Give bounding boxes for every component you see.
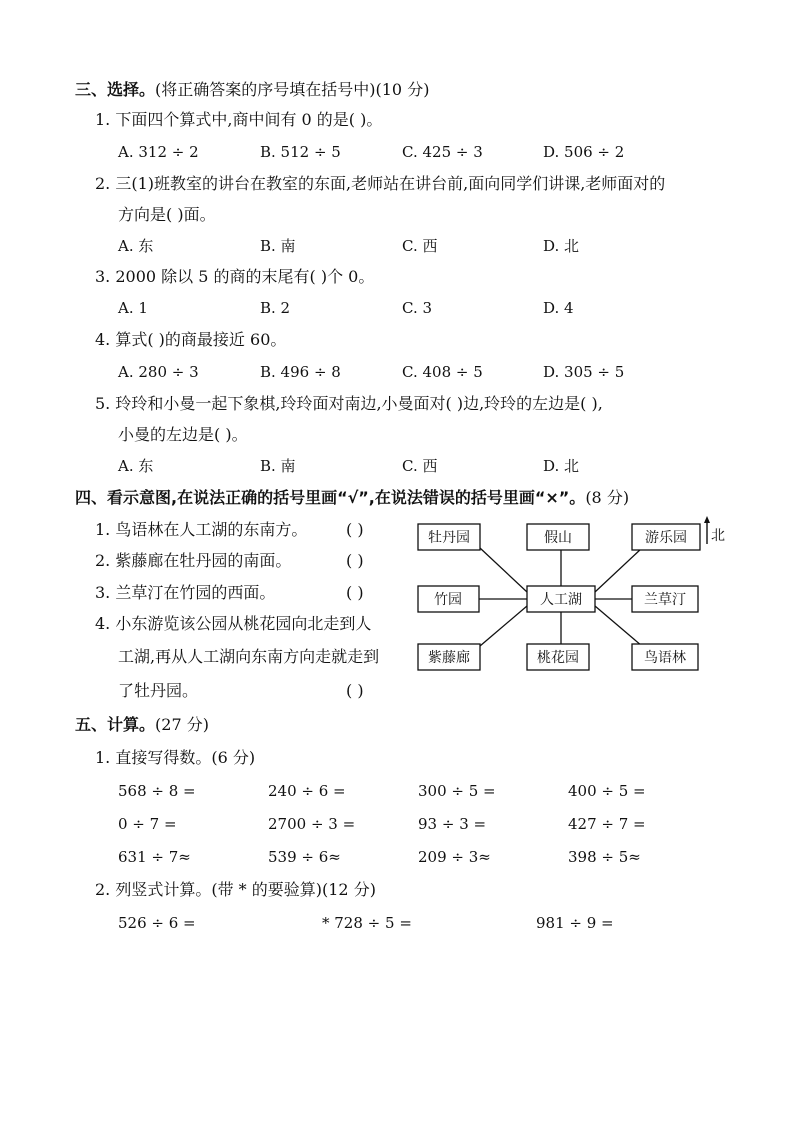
q3-2-option-b: B. 南 [260,237,296,255]
map-label-left: 竹园 [434,592,462,608]
map-label-center: 人工湖 [540,592,582,608]
section5-title-text: 五、计算。 [75,715,156,734]
calc-r1-c3: 300 ÷ 5 = [418,782,496,800]
s4-item-3: 3. 兰草汀在竹园的西面。 [95,583,276,602]
calc-r3-c3: 209 ÷ 3≈ [418,848,491,866]
q3-5-option-a: A. 东 [118,457,154,475]
section3-note: (将正确答案的序号填在括号中)(10 分) [155,80,430,99]
section4-title [75,488,629,508]
q3-4-option-a: A. 280 ÷ 3 [118,363,199,381]
q3-5-text-line2: 小曼的左边是( )。 [118,425,248,444]
calc-r3-c1: 631 ÷ 7≈ [118,848,191,866]
map-label-bottom-left: 紫藤廊 [428,650,470,666]
calc-r2-c1: 0 ÷ 7 = [118,815,177,833]
q3-5-option-c: C. 西 [402,457,438,475]
s4-item-1: 1. 鸟语林在人工湖的东南方。 [95,520,308,539]
s4-item-4-line1: 4. 小东游览该公园从桃花园向北走到人 [95,614,372,633]
q3-4-option-c: C. 408 ÷ 5 [402,363,483,381]
q3-3-option-b: B. 2 [260,299,291,317]
s5-part1-title: 1. 直接写得数。(6 分) [95,748,256,767]
section3-title-text: 三、选择。 [75,80,156,99]
q3-1-option-c: C. 425 ÷ 3 [402,143,483,161]
s4-item-4-line3: 了牡丹园。 [118,681,199,700]
q3-4-text: 4. 算式( )的商最接近 60。 [95,330,287,349]
calc-r1-c2: 240 ÷ 6 = [268,782,346,800]
q3-3-option-d: D. 4 [543,299,574,317]
section5-note: (27 分) [155,715,209,734]
q3-2-option-a: A. 东 [118,237,154,255]
q3-1-option-d: D. 506 ÷ 2 [543,143,625,161]
q3-2-option-d: D. 北 [543,237,580,255]
vertical-calc-1: 526 ÷ 6 = [118,914,196,932]
north-label: 北 [711,528,725,544]
s4-answer-paren-1[interactable]: ( ) [346,520,364,539]
q3-3-option-a: A. 1 [118,299,148,317]
map-label-top: 假山 [544,530,572,546]
map-line-southwest [480,606,527,646]
section4-note: (8 分) [585,488,630,507]
q3-1-option-a: A. 312 ÷ 2 [118,143,199,161]
s4-answer-paren-3[interactable]: ( ) [346,583,364,602]
map-label-top-right: 游乐园 [645,530,687,546]
calc-r3-c4: 398 ÷ 5≈ [568,848,641,866]
vertical-calc-2: * 728 ÷ 5 = [322,914,412,932]
q3-3-option-c: C. 3 [402,299,433,317]
calc-r1-c4: 400 ÷ 5 = [568,782,646,800]
s4-answer-paren-2[interactable]: ( ) [346,551,364,570]
section4-title-text: 四、看示意图,在说法正确的括号里画“√”,在说法错误的括号里画“×”。 [75,488,586,507]
q3-5-text-line1: 5. 玲玲和小曼一起下象棋,玲玲面对南边,小曼面对( )边,玲玲的左边是( ), [95,394,603,413]
map-label-top-left: 牡丹园 [428,530,470,546]
vertical-calc-3: 981 ÷ 9 = [536,914,614,932]
q3-3-text: 3. 2000 除以 5 的商的末尾有( )个 0。 [95,267,375,286]
q3-1-option-b: B. 512 ÷ 5 [260,143,341,161]
park-map-diagram [410,512,730,682]
s4-item-4-line2: 工湖,再从人工湖向东南方向走就走到 [118,647,380,666]
s4-item-2: 2. 紫藤廊在牡丹园的南面。 [95,551,292,570]
q3-4-option-b: B. 496 ÷ 8 [260,363,341,381]
map-label-bottom: 桃花园 [537,650,579,666]
north-arrow-icon [704,516,710,544]
calc-r3-c2: 539 ÷ 6≈ [268,848,341,866]
section5-title [75,715,209,735]
q3-2-text-line2: 方向是( )面。 [118,205,216,224]
s4-answer-paren-4[interactable]: ( ) [346,681,364,700]
q3-5-option-b: B. 南 [260,457,296,475]
s5-part2-title: 2. 列竖式计算。(带 * 的要验算)(12 分) [95,880,376,899]
calc-r2-c3: 93 ÷ 3 = [418,815,487,833]
q3-4-option-d: D. 305 ÷ 5 [543,363,625,381]
calc-r2-c2: 2700 ÷ 3 = [268,815,356,833]
map-line-northwest [480,548,527,592]
section3-title [75,80,429,100]
q3-2-option-c: C. 西 [402,237,438,255]
calc-r2-c4: 427 ÷ 7 = [568,815,646,833]
q3-1-text: 1. 下面四个算式中,商中间有 0 的是( )。 [95,110,383,129]
q3-2-text-line1: 2. 三(1)班教室的讲台在教室的东面,老师站在讲台前,面向同学们讲课,老师面对的 [95,174,666,193]
map-label-right: 兰草汀 [644,592,686,608]
map-label-bottom-right: 鸟语林 [644,650,686,666]
calc-r1-c1: 568 ÷ 8 = [118,782,196,800]
q3-5-option-d: D. 北 [543,457,580,475]
